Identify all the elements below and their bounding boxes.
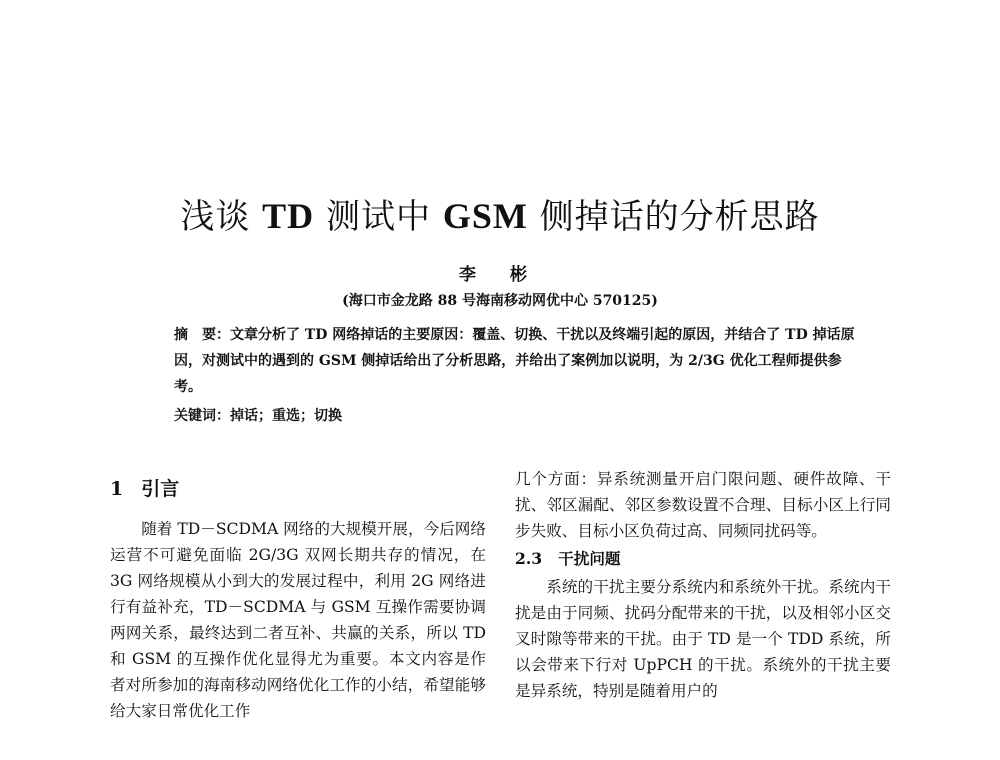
paper-title: 浅谈 TD 测试中 GSM 侧掉话的分析思路 [180, 196, 820, 237]
section-heading-1: 1 引言 [110, 478, 180, 500]
right-column [515, 466, 891, 704]
abstract [142, 322, 862, 400]
interference-paragraph: 系统的干扰主要分系统内和系统外干扰。系统内干扰是由于同频、扰码分配带来的干扰，以及相邻小区交叉时隙等带来的干扰。由于 TD 是一个 TDD 系统，所以会带来下行对 UpPCH 的干扰。系统外的干扰主要是异系统，特别是随着用户的 [515, 578, 891, 700]
affiliation: (海口市金龙路 88 号海南移动网优中心 570125) [342, 293, 658, 309]
continued-paragraph: 几个方面：异系统测量开启门限问题、硬件故障、干扰、邻区漏配、邻区参数设置不合理、目标小区上行同步失败、目标小区负荷过高、同频同扰码等。 [515, 470, 891, 540]
left-column [110, 462, 486, 724]
keywords-label: 关键词： [174, 408, 230, 424]
abstract-label: 摘 要： [174, 327, 230, 343]
section-heading-2-3: 2.3 干扰问题 [515, 549, 621, 568]
abstract-text: 文章分析了 TD 网络掉话的主要原因：覆盖、切换、干扰以及终端引起的原因，并结合了 TD 掉话原因，对测试中的遇到的 GSM 侧掉话给出了分析思路，并给出了案例加以说明，为 2/3G 优化工程师提供参考。 [174, 327, 855, 395]
intro-paragraph: 随着 TD－SCDMA 网络的大规模开展，今后网络运营不可避免面临 2G/3G 双网长期共存的情况，在 3G 网络规模从小到大的发展过程中，利用 2G 网络进行有益补充，TD－SCDMA 与 GSM 互操作需要协调两网关系，最终达到二者互补、共赢的关系，所以 TD 和 GSM 的互操作优化显得尤为重要。本文内容是作者对所参加的海南移动网络优化工作的小结，希望能够给大家日常优化工作 [110, 520, 486, 720]
keywords-text: 掉话；重选；切换 [230, 408, 342, 424]
author: 李 彬 [459, 265, 541, 285]
keywords [174, 404, 342, 428]
